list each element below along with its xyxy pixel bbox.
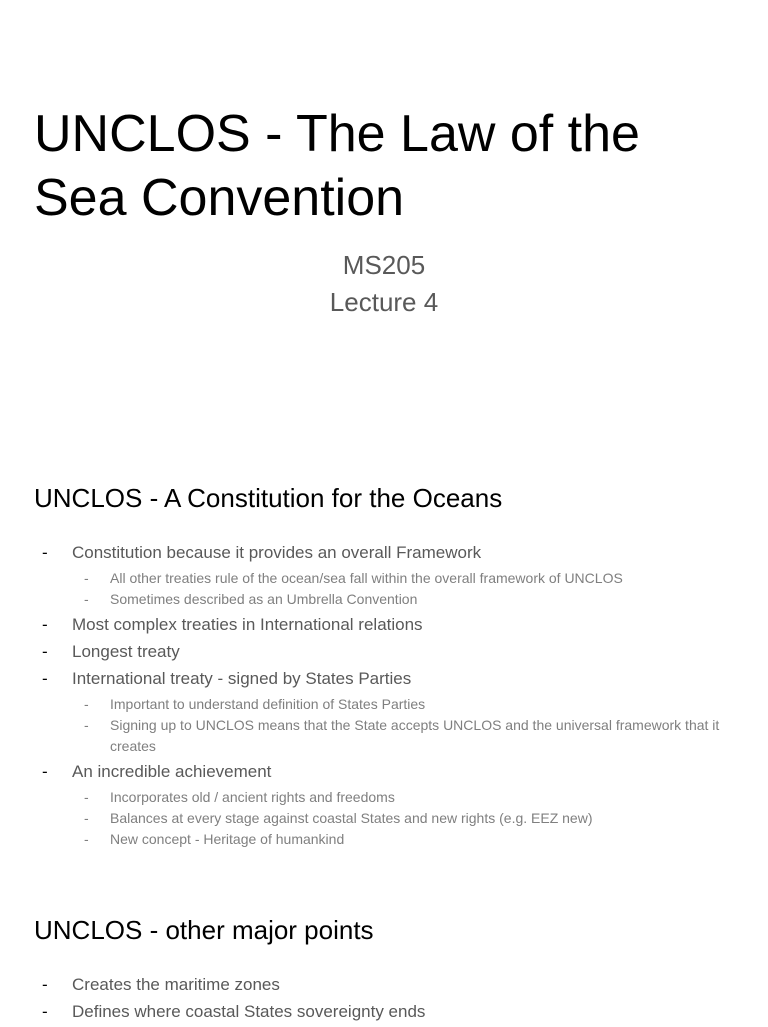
bullet-text: Longest treaty: [72, 642, 180, 661]
sub-bullet-list: [0, 568, 768, 610]
slide-heading: UNCLOS - A Constitution for the Oceans: [34, 483, 503, 513]
sub-bullet-item: [0, 808, 768, 829]
sub-bullet-text: Sometimes described as an Umbrella Convention: [110, 591, 418, 607]
presentation-subtitle: [0, 247, 768, 321]
bullet-text: An incredible achievement: [72, 762, 272, 781]
slide-heading: UNCLOS - other major points: [34, 915, 374, 945]
bullet-dash: -: [42, 642, 48, 661]
slide-constitution: [0, 432, 768, 864]
bullet-list: [0, 541, 768, 853]
bullet-item: [0, 541, 768, 564]
bullet-dash: -: [42, 669, 48, 688]
bullet-dash: -: [84, 591, 89, 607]
bullet-text: Defines where coastal States sovereignty ends: [72, 1002, 426, 1021]
bullet-item: [0, 667, 768, 690]
sub-bullet-item: [0, 589, 768, 610]
bullet-text: Constitution because it provides an overall Framework: [72, 543, 482, 562]
bullet-item: [0, 760, 768, 783]
bullet-dash: -: [84, 831, 89, 847]
course-code: MS205: [342, 250, 426, 280]
bullet-dash: -: [42, 762, 48, 781]
bullet-item: [0, 1000, 768, 1023]
bullet-dash: -: [84, 789, 89, 805]
bullet-text: Creates the maritime zones: [72, 975, 280, 994]
bullet-text: International treaty - signed by States Parties: [72, 669, 412, 688]
sub-bullet-text: Incorporates old / ancient rights and freedoms: [110, 789, 395, 805]
bullet-dash: -: [84, 717, 89, 733]
bullet-dash: -: [84, 570, 89, 586]
sub-bullet-list: [0, 787, 768, 850]
sub-bullet-text: Balances at every stage against coastal States and new rights (e.g. EEZ new): [110, 810, 593, 826]
bullet-dash: -: [42, 1002, 48, 1021]
sub-bullet-list: [0, 694, 768, 757]
sub-bullet-text: Important to understand definition of States Parties: [110, 696, 426, 712]
bullet-list: [0, 973, 768, 1027]
sub-bullet-item: [0, 787, 768, 808]
bullet-item: [0, 973, 768, 996]
sub-bullet-text: New concept - Heritage of humankind: [110, 831, 345, 847]
sub-bullet-text: Signing up to UNCLOS means that the State accepts UNCLOS and the universal framework that it creates: [110, 717, 720, 754]
sub-bullet-item: [0, 568, 768, 589]
bullet-dash: -: [84, 696, 89, 712]
bullet-dash: -: [84, 810, 89, 826]
title-slide: [0, 0, 768, 432]
sub-bullet-item: [0, 829, 768, 850]
sub-bullet-item: [0, 715, 768, 757]
bullet-item: [0, 613, 768, 636]
lecture-number: Lecture 4: [329, 287, 439, 317]
bullet-item: [0, 640, 768, 663]
slide-major-points: [0, 864, 768, 1024]
presentation-title: UNCLOS - The Law of the Sea Convention: [34, 105, 640, 227]
bullet-dash: -: [42, 975, 48, 994]
bullet-dash: -: [42, 543, 48, 562]
sub-bullet-item: [0, 694, 768, 715]
bullet-text: Most complex treaties in International relations: [72, 615, 423, 634]
sub-bullet-text: All other treaties rule of the ocean/sea fall within the overall framework of UNCLOS: [110, 570, 623, 586]
bullet-dash: -: [42, 615, 48, 634]
